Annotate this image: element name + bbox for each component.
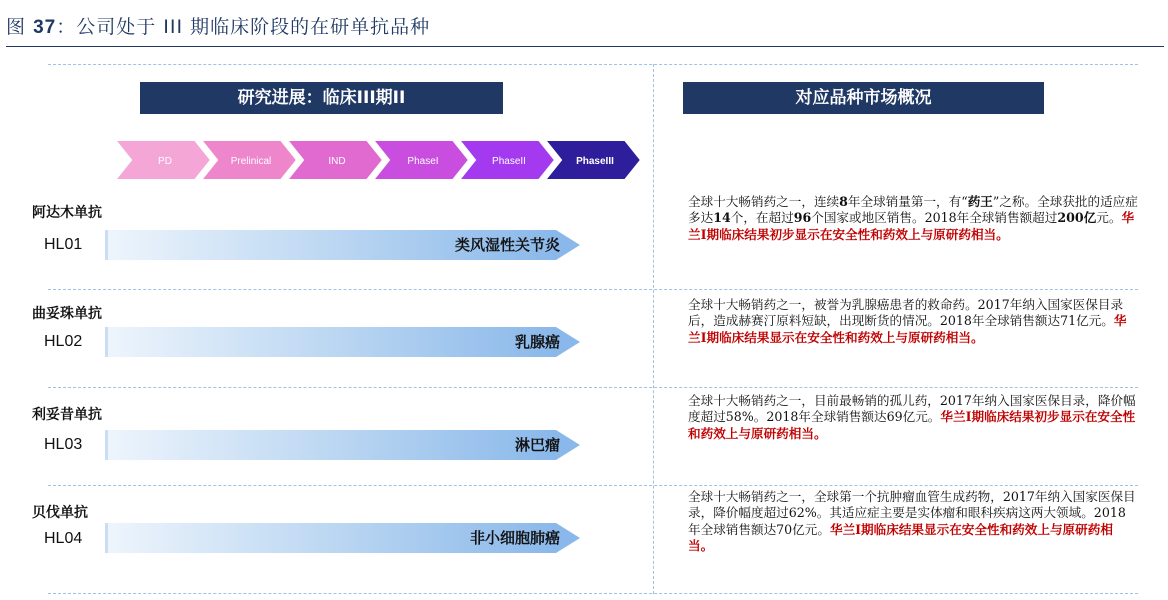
progress-arrow-2 — [105, 327, 580, 357]
phase-label-3: IND — [328, 156, 346, 167]
progress-arrow-edge — [105, 327, 108, 357]
progress-arrow-4 — [105, 523, 580, 553]
highlight-text-4: 华兰I期临床结果显示在安全性和药效上与原研药相当。 — [688, 521, 1113, 554]
drug-code-3: HL03 — [44, 436, 83, 453]
highlight-text-3: 华兰I期临床结果初步显示在安全性和药效上与原研药相当。 — [688, 409, 1136, 441]
progress-arrow-edge — [105, 430, 108, 460]
drug-code-1: HL01 — [44, 236, 83, 253]
indication-label-1: 类风湿性关节炎 — [454, 236, 560, 254]
grid-line-top — [48, 64, 1138, 65]
left-header-banner: 研究进展：临床III期II — [140, 82, 503, 114]
drug-code-4: HL04 — [44, 530, 83, 547]
market-overview-3: 全球十大畅销药之一，目前最畅销的孤儿药，2017年纳入国家医保目录，降价幅度超过58%。2018年全球销售额达69亿元。华兰I期临床结果初步显示在安全性和药效上与原研药相当。 — [688, 393, 1136, 441]
column-divider — [653, 64, 654, 594]
figure-caption: ：公司处于 III 期临床阶段的在研单抗品种 — [56, 16, 431, 38]
progress-arrow-body — [105, 430, 556, 460]
progress-arrow-body — [105, 327, 556, 357]
progress-arrow-edge — [105, 230, 108, 260]
drug-name-1: 阿达木单抗 — [32, 205, 102, 221]
indication-label-4: 非小细胞肺癌 — [469, 529, 560, 547]
right-header-banner: 对应品种市场概况 — [683, 82, 1044, 114]
grid-line-1 — [48, 289, 1138, 290]
phase-label-4: PhaseI — [407, 156, 439, 167]
figure-number: 37 — [33, 17, 57, 38]
phase-label-6: PhaseIII — [576, 156, 614, 167]
drug-name-3: 利妥昔单抗 — [32, 407, 102, 423]
indication-label-3: 淋巴瘤 — [514, 436, 560, 454]
indication-label-2: 乳腺癌 — [514, 333, 560, 351]
grid-line-bottom — [48, 593, 1138, 594]
market-overview-1: 全球十大畅销药之一，连续8年全球销量第一，有“药王”之称。全球获批的适应症多达14个，在超过96个国家或地区销售。2018年全球销售额超过200亿元。华兰I期临床结果初步显示在安全性和药效上与原研药相当。 — [688, 194, 1138, 242]
highlight-text-1: 华兰I期临床结果初步显示在安全性和药效上与原研药相当。 — [688, 210, 1135, 242]
drug-code-2: HL02 — [44, 333, 83, 350]
progress-arrow-3 — [105, 430, 580, 460]
grid-line-2 — [48, 387, 1138, 388]
phase-chevron-row — [115, 138, 650, 182]
figure-prefix: 图 — [6, 16, 27, 38]
phase-label-5: PhaseII — [492, 156, 526, 167]
progress-arrow-1 — [105, 230, 580, 260]
highlight-text-2: 华兰I期临床结果显示在安全性和药效上与原研药相当。 — [688, 313, 1127, 345]
phase-label-1: PD — [158, 156, 172, 167]
drug-name-2: 曲妥珠单抗 — [32, 306, 102, 322]
phase-label-2: Prelinical — [230, 156, 272, 167]
figure-title — [6, 12, 430, 39]
progress-arrow-edge — [105, 523, 108, 553]
drug-name-4: 贝伐单抗 — [32, 505, 88, 521]
market-overview-2: 全球十大畅销药之一，被誉为乳腺癌患者的救命药。2017年纳入国家医保目录后，造成赫赛汀原料短缺，出现断货的情况。2018年全球销售额达71亿元。华兰I期临床结果显示在安全性和药效上与原研药相当。 — [688, 297, 1127, 345]
grid-line-3 — [48, 485, 1138, 486]
title-rule — [6, 46, 1164, 47]
market-overview-4: 全球十大畅销药之一，全球第一个抗肿瘤血管生成药物，2017年纳入国家医保目录，降价幅度超过62%。其适应症主要是实体瘤和眼科疾病这两大领域。2018年全球销售额达70亿元。华兰I期临床结果显示在安全性和药效上与原研药相当。 — [688, 489, 1136, 554]
